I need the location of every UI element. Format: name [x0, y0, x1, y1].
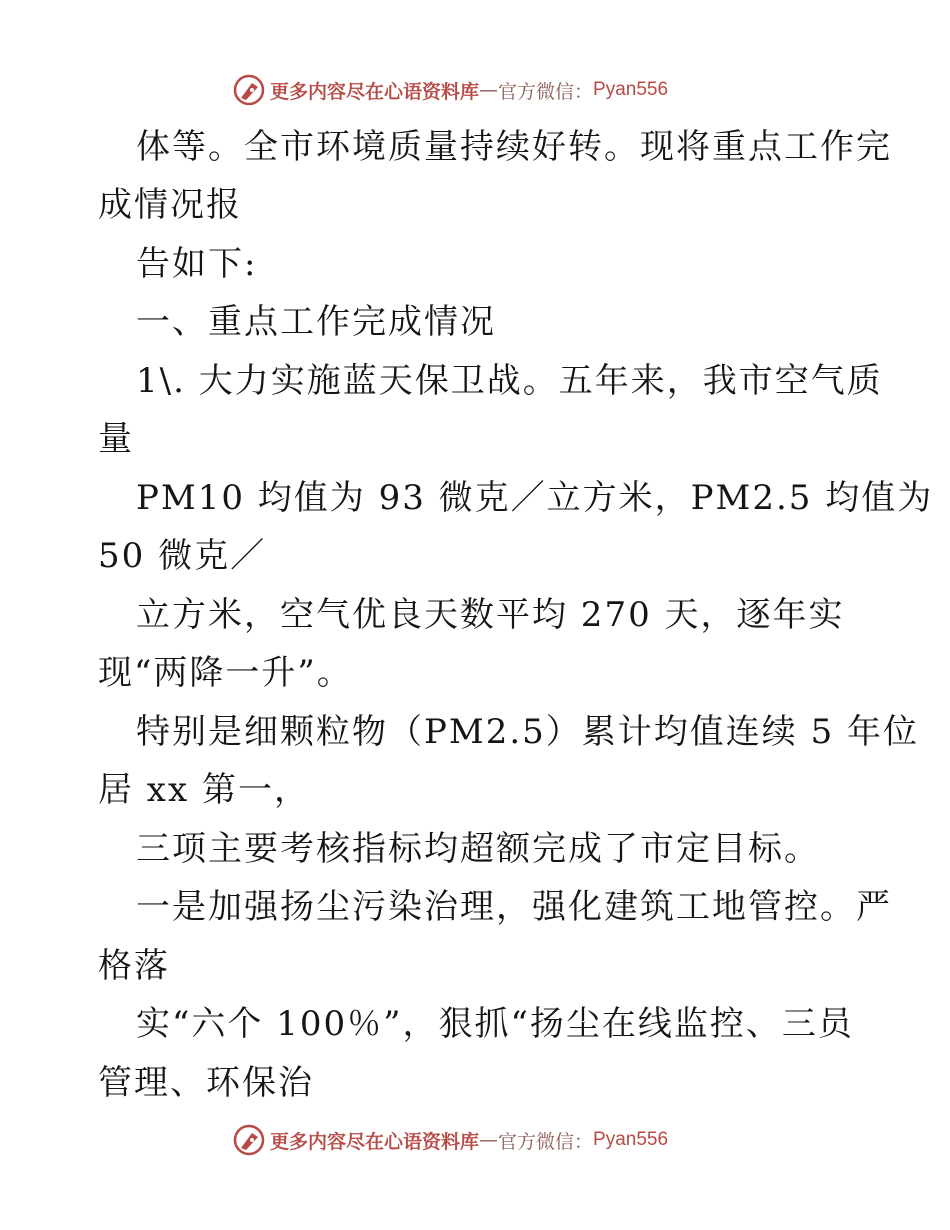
body-line: 三项主要考核指标均超额完成了市定目标。 — [136, 829, 820, 869]
watermark-dash: — — [479, 79, 499, 101]
body-line: 50 微克／ — [98, 536, 267, 576]
body-line: 告如下: — [136, 244, 258, 284]
body-line: 居 xx 第一， — [98, 770, 310, 810]
watermark-dash: — — [479, 1129, 499, 1151]
body-line: 1\. 大力实施蓝天保卫战。五年来，我市空气质 — [136, 361, 883, 401]
watermark-footer — [232, 1122, 668, 1158]
body-line: 立方米，空气优良天数平均 270 天，逐年实 — [136, 595, 845, 635]
body-line: 成情况报 — [98, 185, 242, 225]
watermark-wechat-label: 官方微信： — [498, 1130, 594, 1153]
body-line: 实“六个 100％”，狠抓“扬尘在线监控、三员 — [136, 1004, 854, 1044]
body-line: PM10 均值为 93 微克／立方米，PM2.5 均值为 — [136, 478, 934, 518]
body-line: 管理、环保治 — [98, 1063, 314, 1103]
section-heading: 一、重点工作完成情况 — [136, 302, 496, 342]
body-line: 特别是细颗粒物（PM2.5）累计均值连续 5 年位 — [136, 712, 920, 752]
pen-nib-logo-icon — [232, 1123, 266, 1157]
watermark-wechat-id: Pyan556 — [593, 79, 669, 100]
body-line: 体等。全市环境质量持续好转。现将重点工作完 — [136, 127, 892, 167]
body-line: 一是加强扬尘污染治理，强化建筑工地管控。严 — [136, 887, 892, 927]
watermark-wechat-id: Pyan556 — [593, 1129, 669, 1150]
watermark-wechat-label: 官方微信： — [498, 80, 594, 103]
body-line: 量 — [98, 419, 134, 459]
watermark-site-text: 更多内容尽在心语资料库 — [270, 1130, 480, 1153]
body-line: 格落 — [98, 946, 170, 986]
body-line: 现“两降一升”。 — [98, 653, 353, 693]
watermark-site-text: 更多内容尽在心语资料库 — [270, 80, 480, 103]
